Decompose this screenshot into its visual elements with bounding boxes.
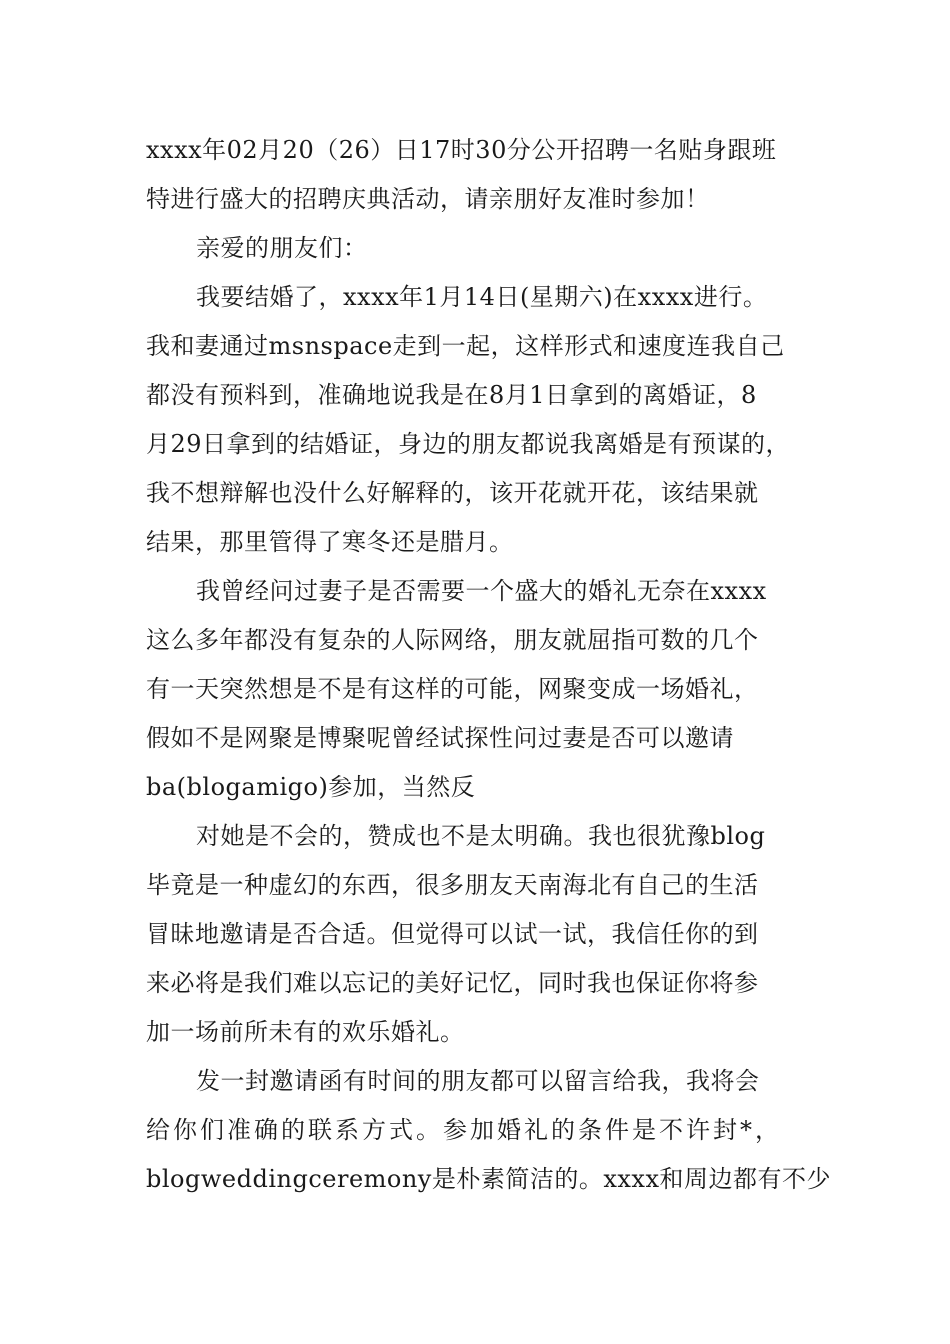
paragraph-start: 发一封邀请函有时间的朋友都可以留言给我，我将会 [196, 1067, 760, 1095]
document-body [146, 126, 832, 1204]
text-line: 来必将是我们难以忘记的美好记忆，同时我也保证你将参 [146, 969, 759, 997]
text-line: 特进行盛大的招聘庆典活动，请亲朋好友准时参加！ [146, 185, 710, 213]
text-line: xxxx年02月20（26）日17时30分公开招聘一名贴身跟班 [146, 136, 777, 164]
text-line: ba(blogamigo)参加，当然反 [146, 773, 476, 801]
text-line: 结果，那里管得了寒冬还是腊月。 [146, 528, 514, 556]
text-line: 这么多年都没有复杂的人际网络，朋友就屈指可数的几个 [146, 626, 759, 654]
text-line: 加一场前所未有的欢乐婚礼。 [146, 1018, 465, 1046]
text-line: 冒昧地邀请是否合适。但觉得可以试一试，我信任你的到 [146, 920, 759, 948]
paragraph-start: 对她是不会的，赞成也不是太明确。我也很犹豫blog [196, 822, 766, 850]
greeting-line: 亲爱的朋友们： [196, 234, 368, 262]
text-line: 我和妻通过msnspace走到一起，这样形式和速度连我自己 [146, 332, 785, 360]
text-line: 有一天突然想是不是有这样的可能，网聚变成一场婚礼， [146, 675, 759, 703]
text-line: 毕竟是一种虚幻的东西，很多朋友天南海北有自己的生活 [146, 871, 759, 899]
text-line: 我不想辩解也没什么好解释的，该开花就开花，该结果就 [146, 479, 759, 507]
text-line: 假如不是网聚是博聚呢曾经试探性问过妻是否可以邀请 [146, 724, 734, 752]
paragraph-start: 我要结婚了，xxxx年1月14日(星期六)在xxxx进行。 [196, 283, 768, 311]
paragraph-start: 我曾经问过妻子是否需要一个盛大的婚礼无奈在xxxx [196, 577, 767, 605]
text-line: blogweddingceremony是朴素简洁的。xxxx和周边都有不少 [146, 1165, 832, 1193]
text-line: 都没有预料到，准确地说我是在8月1日拿到的离婚证，8 [146, 381, 757, 409]
text-line: 给你们准确的联系方式。参加婚礼的条件是不许封*， [146, 1116, 782, 1144]
text-line: 月29日拿到的结婚证，身边的朋友都说我离婚是有预谋的， [146, 430, 791, 458]
